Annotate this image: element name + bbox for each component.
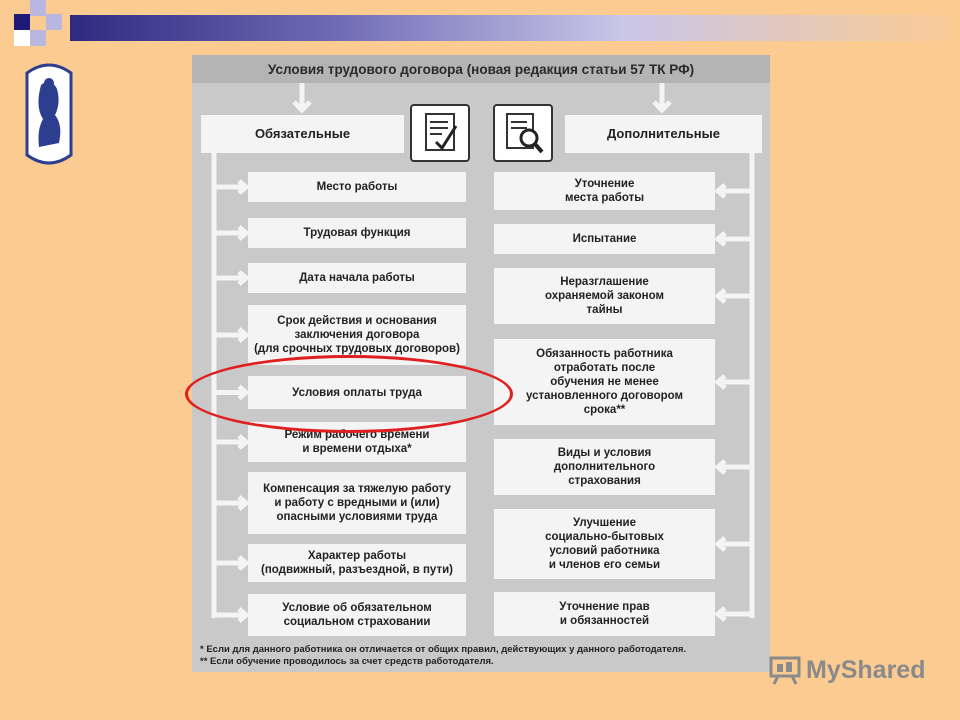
mandatory-condition-box-7: Компенсация за тяжелую работу и работу с вредными и (или) опасными условиями труда (248, 472, 466, 534)
mandatory-condition-box-4: Срок действия и основания заключения договора (для срочных трудовых договоров) (248, 305, 466, 365)
additional-condition-box-3: Неразглашение охраняемой законом тайны (494, 268, 715, 324)
highlight-ellipse (185, 355, 513, 433)
watermark-text: MyShared (806, 655, 926, 684)
title-gradient-bar (70, 15, 960, 41)
mandatory-condition-box-3: Дата начала работы (248, 263, 466, 293)
right-header: Дополнительные (565, 115, 762, 153)
document-magnifier-icon (493, 104, 553, 162)
presentation-board-icon (768, 655, 802, 685)
additional-condition-box-1: Уточнение места работы (494, 172, 715, 210)
university-logo-icon (21, 63, 77, 167)
additional-condition-box-4: Обязанность работника отработать после обучения не менее установленного договором срока** (494, 339, 715, 425)
mandatory-condition-box-8: Характер работы (подвижный, разъездной, в пути) (248, 544, 466, 582)
mandatory-condition-box-5: Условия оплаты труда (248, 376, 466, 409)
mandatory-condition-box-9: Условие об обязательном социальном страховании (248, 594, 466, 636)
watermark (768, 655, 925, 685)
footnote-2: ** Если обучение проводилось за счет средств работодателя. (200, 656, 494, 667)
diagram-title: Условия трудового договора (новая редакция статьи 57 ТК РФ) (192, 55, 770, 83)
additional-condition-box-5: Виды и условия дополнительного страхования (494, 439, 715, 495)
mandatory-condition-box-2: Трудовая функция (248, 218, 466, 248)
mandatory-condition-box-6: Режим рабочего времени и времени отдыха* (248, 422, 466, 462)
additional-condition-box-2: Испытание (494, 224, 715, 254)
footnote-1: * Если для данного работника он отличается от общих правил, действующих у данного работодателя. (200, 644, 687, 655)
additional-condition-box-7: Уточнение прав и обязанностей (494, 592, 715, 636)
left-header: Обязательные (201, 115, 404, 153)
additional-condition-box-6: Улучшение социально-бытовых условий работника и членов его семьи (494, 509, 715, 579)
mandatory-condition-box-1: Место работы (248, 172, 466, 202)
checklist-icon (410, 104, 470, 162)
